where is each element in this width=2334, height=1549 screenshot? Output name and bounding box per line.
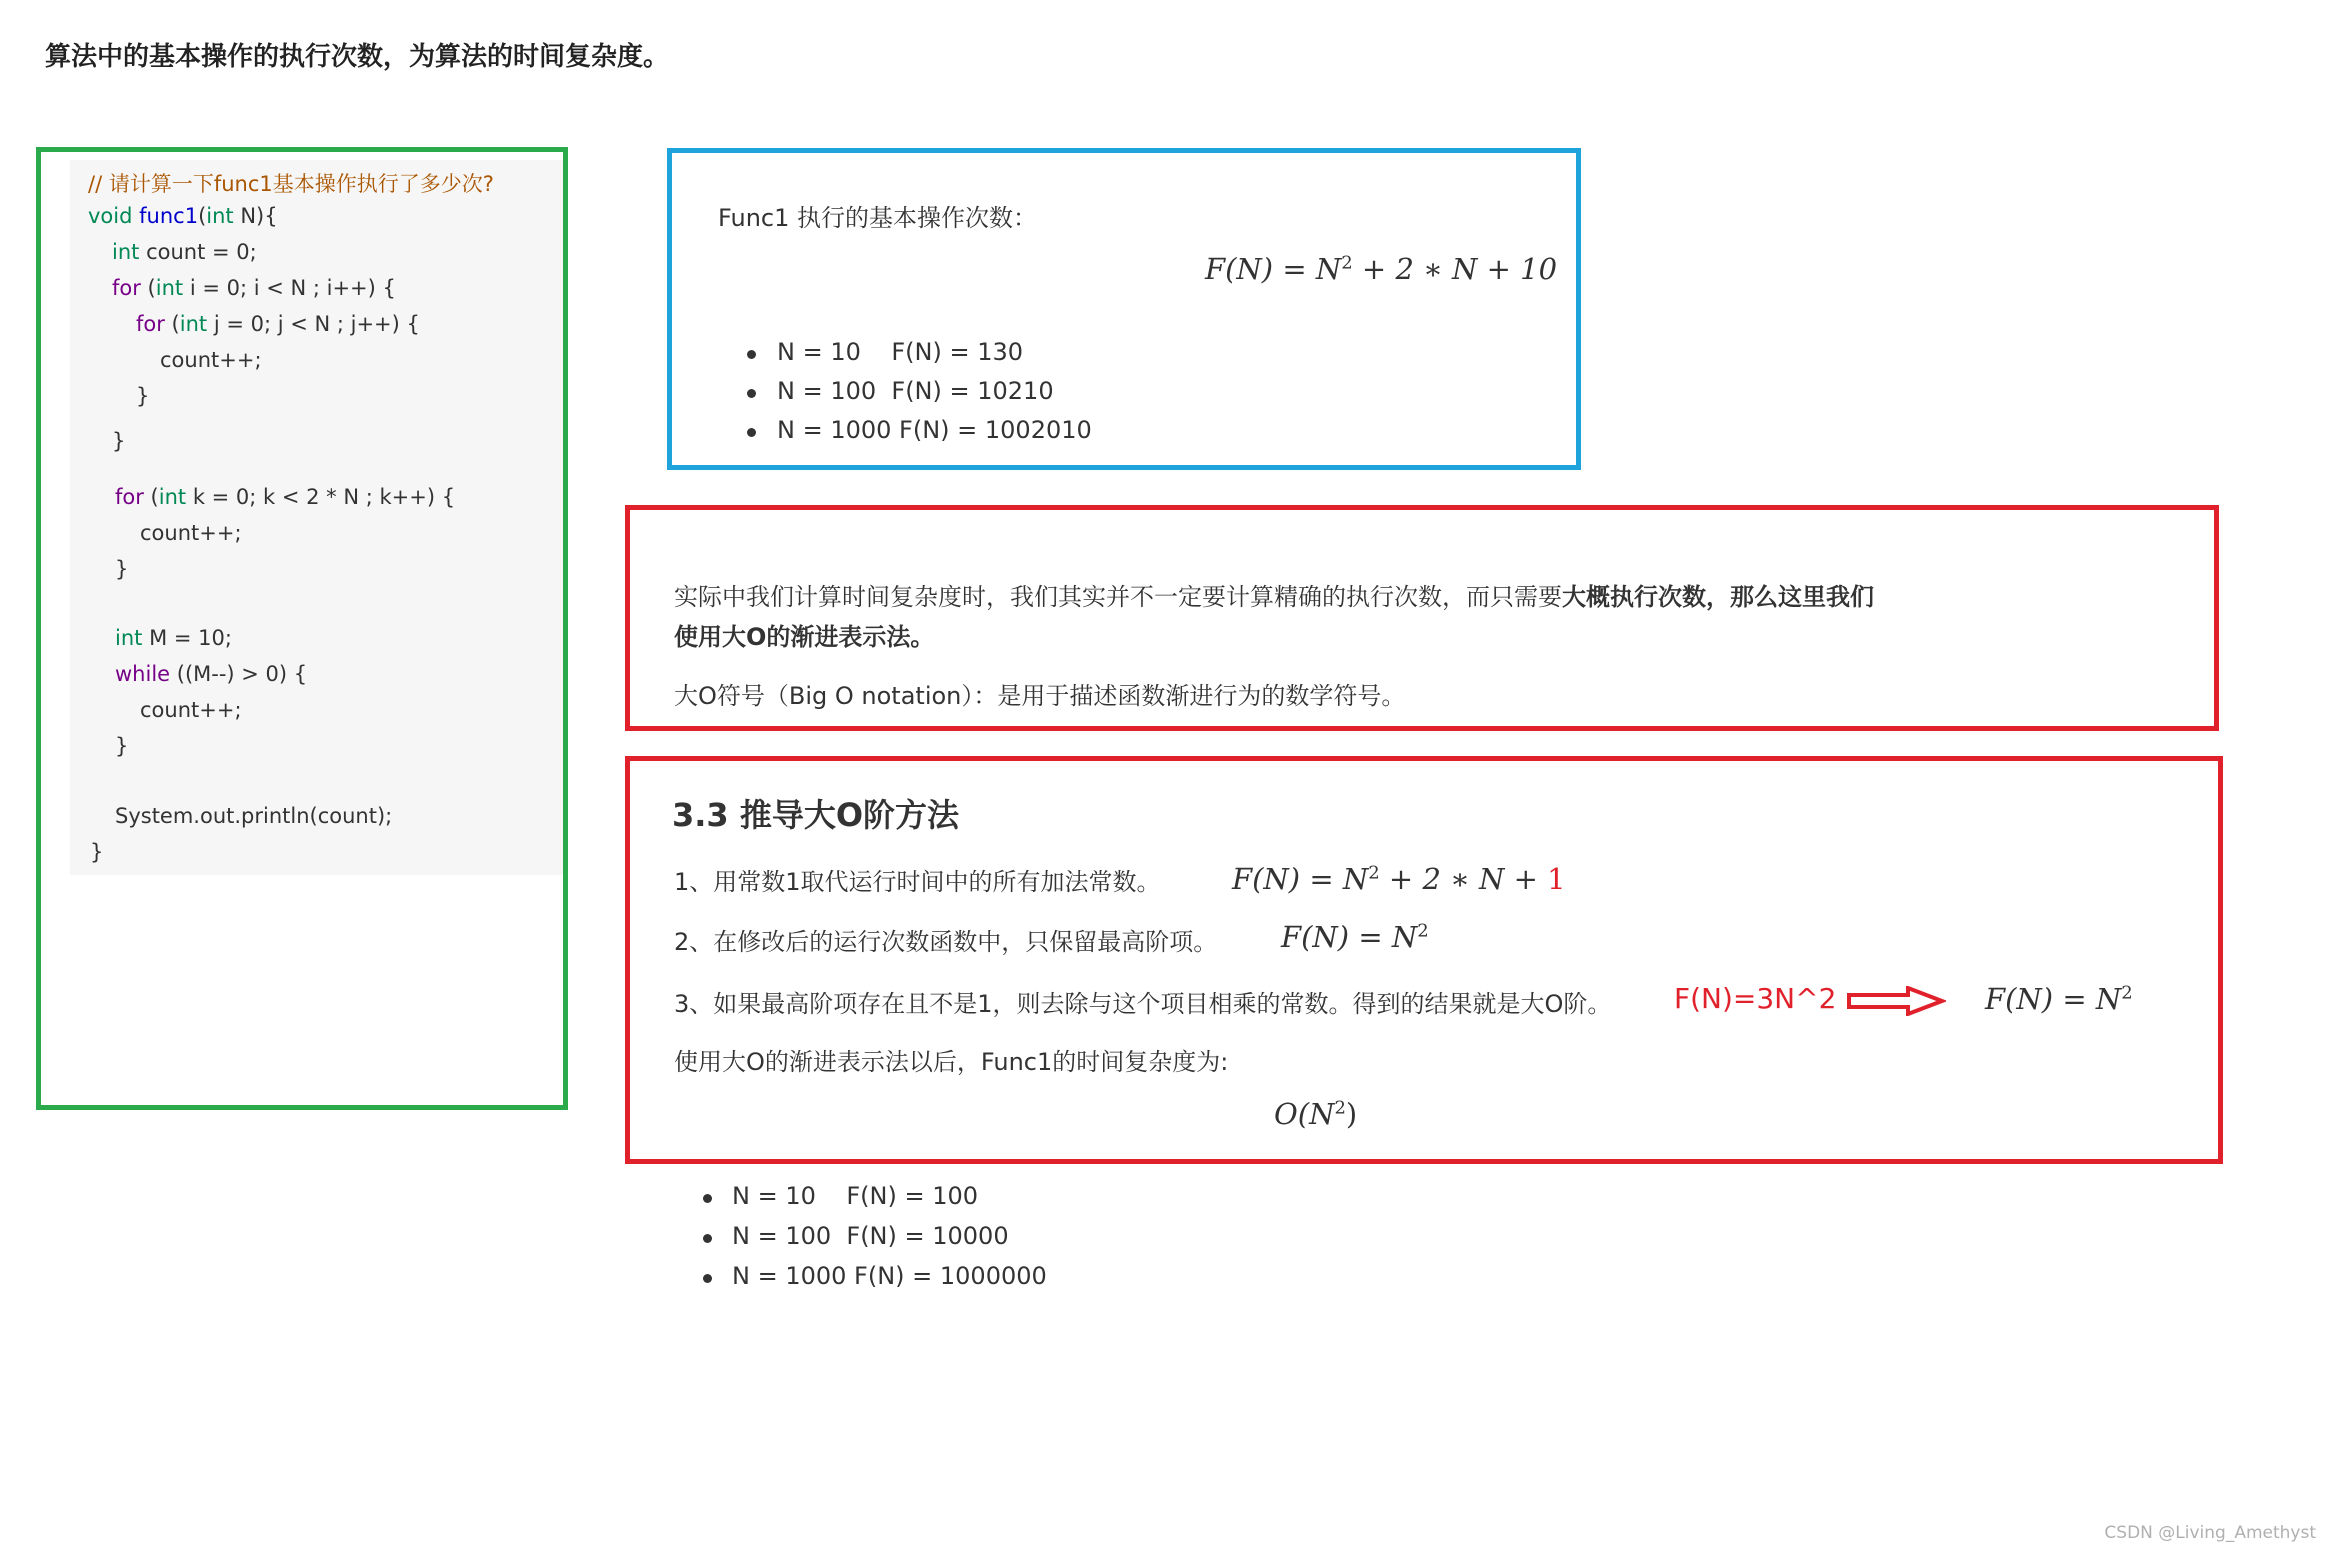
derivation-title: 3.3 推导大O阶方法 xyxy=(672,796,960,834)
step-2-formula: $F(N) = N^2$ xyxy=(1281,920,1429,954)
code-line-9: count++; xyxy=(140,521,242,545)
list-item: N = 10 F(N) = 130 xyxy=(777,338,1024,366)
step-1: 1、用常数1取代运行时间中的所有加法常数。 xyxy=(674,868,1161,896)
code-line-15: System.out.println(count); xyxy=(115,804,393,828)
bullet-dot xyxy=(747,350,756,359)
code-line-3: for (int i = 0; i < N ; i++) { xyxy=(112,276,396,300)
conclusion-text: 使用大O的渐进表示法以后，Func1的时间复杂度为: xyxy=(674,1048,1229,1076)
bullet-dot xyxy=(703,1274,712,1283)
step-2: 2、在修改后的运行次数函数中，只保留最高阶项。 xyxy=(674,928,1218,956)
right-arrow-icon xyxy=(1846,986,1946,1016)
code-brace: } xyxy=(112,429,126,453)
code-brace: } xyxy=(90,840,104,864)
code-line-12: while ((M--) > 0) { xyxy=(115,662,308,686)
big-o-definition: 大O符号（Big O notation）：是用于描述函数渐进行为的数学符号。 xyxy=(674,682,1406,710)
code-line-11: int M = 10; xyxy=(115,626,232,650)
code-line-8: for (int k = 0; k < 2 * N ; k++) { xyxy=(115,485,456,509)
step-1-formula: $F(N) = N^2 + 2$ ∗ N + 1 xyxy=(1232,862,1566,896)
code-line-1: void func1(int N){ xyxy=(88,204,278,228)
list-item: N = 100 F(N) = 10210 xyxy=(777,377,1054,405)
bullet-dot xyxy=(703,1194,712,1203)
code-line-13: count++; xyxy=(140,698,242,722)
code-line-5: count++; xyxy=(160,348,262,372)
page-heading: 算法中的基本操作的执行次数，为算法的时间复杂度。 xyxy=(45,42,670,72)
code-comment: // 请计算一下func1基本操作执行了多少次? xyxy=(88,172,494,196)
step-3-annotation: F(N)=3N^2 xyxy=(1674,982,1837,1015)
operation-count-formula: $F(N) = N^2 + 2$ ∗ N + 10 xyxy=(1205,252,1558,286)
operation-count-intro: Func1 执行的基本操作次数： xyxy=(718,204,1038,232)
list-item: N = 1000 F(N) = 1002010 xyxy=(777,416,1092,444)
big-o-result: $O(N^2)$ xyxy=(1274,1097,1358,1131)
bullet-dot xyxy=(703,1234,712,1243)
bullet-dot xyxy=(747,428,756,437)
bullet-dot xyxy=(747,389,756,398)
step-3: 3、如果最高阶项存在且不是1，则去除与这个项目相乘的常数。得到的结果就是大O阶。 xyxy=(674,990,1612,1018)
code-brace: } xyxy=(115,734,129,758)
list-item: N = 10 F(N) = 100 xyxy=(732,1182,979,1210)
big-o-paragraph-2: 使用大O的渐进表示法。 xyxy=(674,623,935,651)
code-line-4: for (int j = 0; j < N ; j++) { xyxy=(136,312,420,336)
list-item: N = 100 F(N) = 10000 xyxy=(732,1222,1009,1250)
watermark: CSDN @Living_Amethyst xyxy=(2104,1523,2316,1543)
code-brace: } xyxy=(115,557,129,581)
step-3-formula: $F(N) = N^2$ xyxy=(1985,982,2133,1016)
code-line-2: int count = 0; xyxy=(112,240,257,264)
list-item: N = 1000 F(N) = 1000000 xyxy=(732,1262,1047,1290)
big-o-paragraph-1: 实际中我们计算时间复杂度时，我们其实并不一定要计算精确的执行次数，而只需要大概执行次数，那么这里我们 xyxy=(674,583,1874,611)
code-brace: } xyxy=(136,384,150,408)
